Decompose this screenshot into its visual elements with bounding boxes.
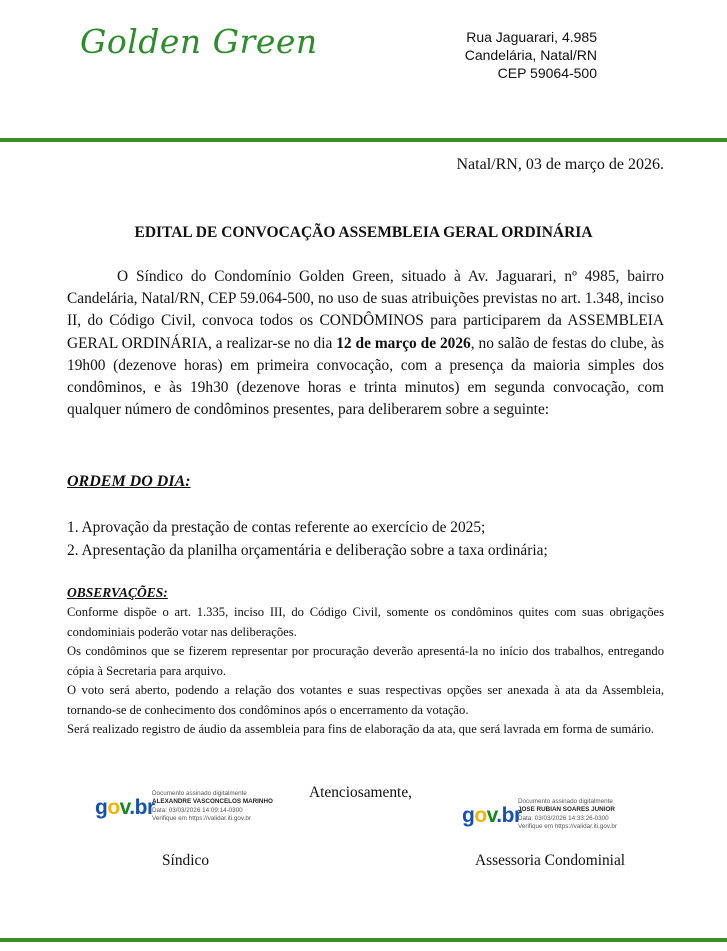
document-title: EDITAL DE CONVOCAÇÃO ASSEMBLEIA GERAL ORDINÁRIA <box>134 224 593 241</box>
observations-block <box>67 603 664 740</box>
footer-divider <box>0 938 727 942</box>
govbr-logo: gov.br <box>462 804 522 827</box>
company-address <box>462 28 597 82</box>
digital-signature-stamp <box>462 798 662 838</box>
signature-date: Data: 03/03/2026 14:33:26-0300 <box>518 814 609 822</box>
intro-text-start: O Síndico do Condomínio Golden Green, situado à Av. Jaguarari, nº 4985, bairro Candelária, Natal/RN, CEP 59.064-500, no uso de suas atribuições previstas no art. 1.348, inciso II, do Código Civil, convoca todos os CONDÔMINOS para participarem da ASSEMBLEIA GERAL ORDINÁRIA, a realizar-se no dia <box>67 268 664 352</box>
signature-date: Data: 03/03/2026 14:09:14-0300 <box>152 806 243 814</box>
intro-paragraph <box>67 266 664 421</box>
signature-verify-link: Verifique em https://validar.iti.gov.br <box>518 822 617 830</box>
observation-paragraph: O voto será aberto, podendo a relação dos votantes e suas respectivas opções ser anexada à ata da Assembleia, tornando-se de conhecimento dos condôminos após o encerramento da votação. <box>67 683 664 717</box>
address-line: CEP 59064-500 <box>497 65 597 81</box>
signature-verify-link: Verifique em https://validar.iti.gov.br <box>152 814 251 822</box>
agenda-item: 2. Apresentação da planilha orçamentária e deliberação sobre a taxa ordinária; <box>67 542 548 559</box>
signature-label: Documento assinado digitalmente <box>152 790 247 797</box>
agenda-item: 1. Aprovação da prestação de contas referente ao exercício de 2025; <box>67 519 486 536</box>
signature-details <box>152 790 312 823</box>
govbr-logo: gov.br <box>95 796 155 819</box>
digital-signature-stamp <box>95 790 295 830</box>
closing-line: Atenciosamente, <box>309 784 412 801</box>
observations-heading: OBSERVAÇÕES: <box>67 585 168 600</box>
intro-text-end: , no salão de festas do clube, às 19h00 (dezenove horas) em primeira convocação, com a presença da maioria simples dos condôminos, e às 19h30 (dezenove horas e trinta minutos) em segunda convocação, com qualquer número de condôminos presentes, para deliberarem sobre a seguinte: <box>67 334 664 419</box>
date-line: Natal/RN, 03 de março de 2026. <box>456 156 664 173</box>
signer-name: ALEXANDRE VASCONCELOS MARINHO <box>152 798 273 806</box>
signer-role: Assessoria Condominial <box>475 852 626 869</box>
observation-paragraph: Conforme dispõe o art. 1.335, inciso III, do Código Civil, somente os condôminos quites com suas obrigações condominiais poderão votar nas deliberações. <box>67 605 664 639</box>
address-line: Candelária, Natal/RN <box>464 47 597 63</box>
agenda-heading: ORDEM DO DIA: <box>67 473 191 490</box>
observation-paragraph: Será realizado registro de áudio da assembleia para fins de elaboração da ata, que será lavrada em forma de sumário. <box>67 722 655 736</box>
signer-role: Síndico <box>162 852 210 869</box>
meeting-date: 12 de março de 2026 <box>336 334 471 352</box>
signer-name: JOSE RUBIAN SOARES JUNIOR <box>518 806 615 814</box>
company-logo: Golden Green <box>80 22 318 61</box>
signature-details <box>518 798 678 831</box>
agenda-list <box>67 516 548 562</box>
header-divider <box>0 138 727 142</box>
address-line: Rua Jaguarari, 4.985 <box>466 29 597 45</box>
signature-label: Documento assinado digitalmente <box>518 798 613 805</box>
observation-paragraph: Os condôminos que se fizerem representar por procuração deverão apresentá-la no início dos trabalhos, entregando cópia à Secretaria para arquivo. <box>67 644 664 678</box>
